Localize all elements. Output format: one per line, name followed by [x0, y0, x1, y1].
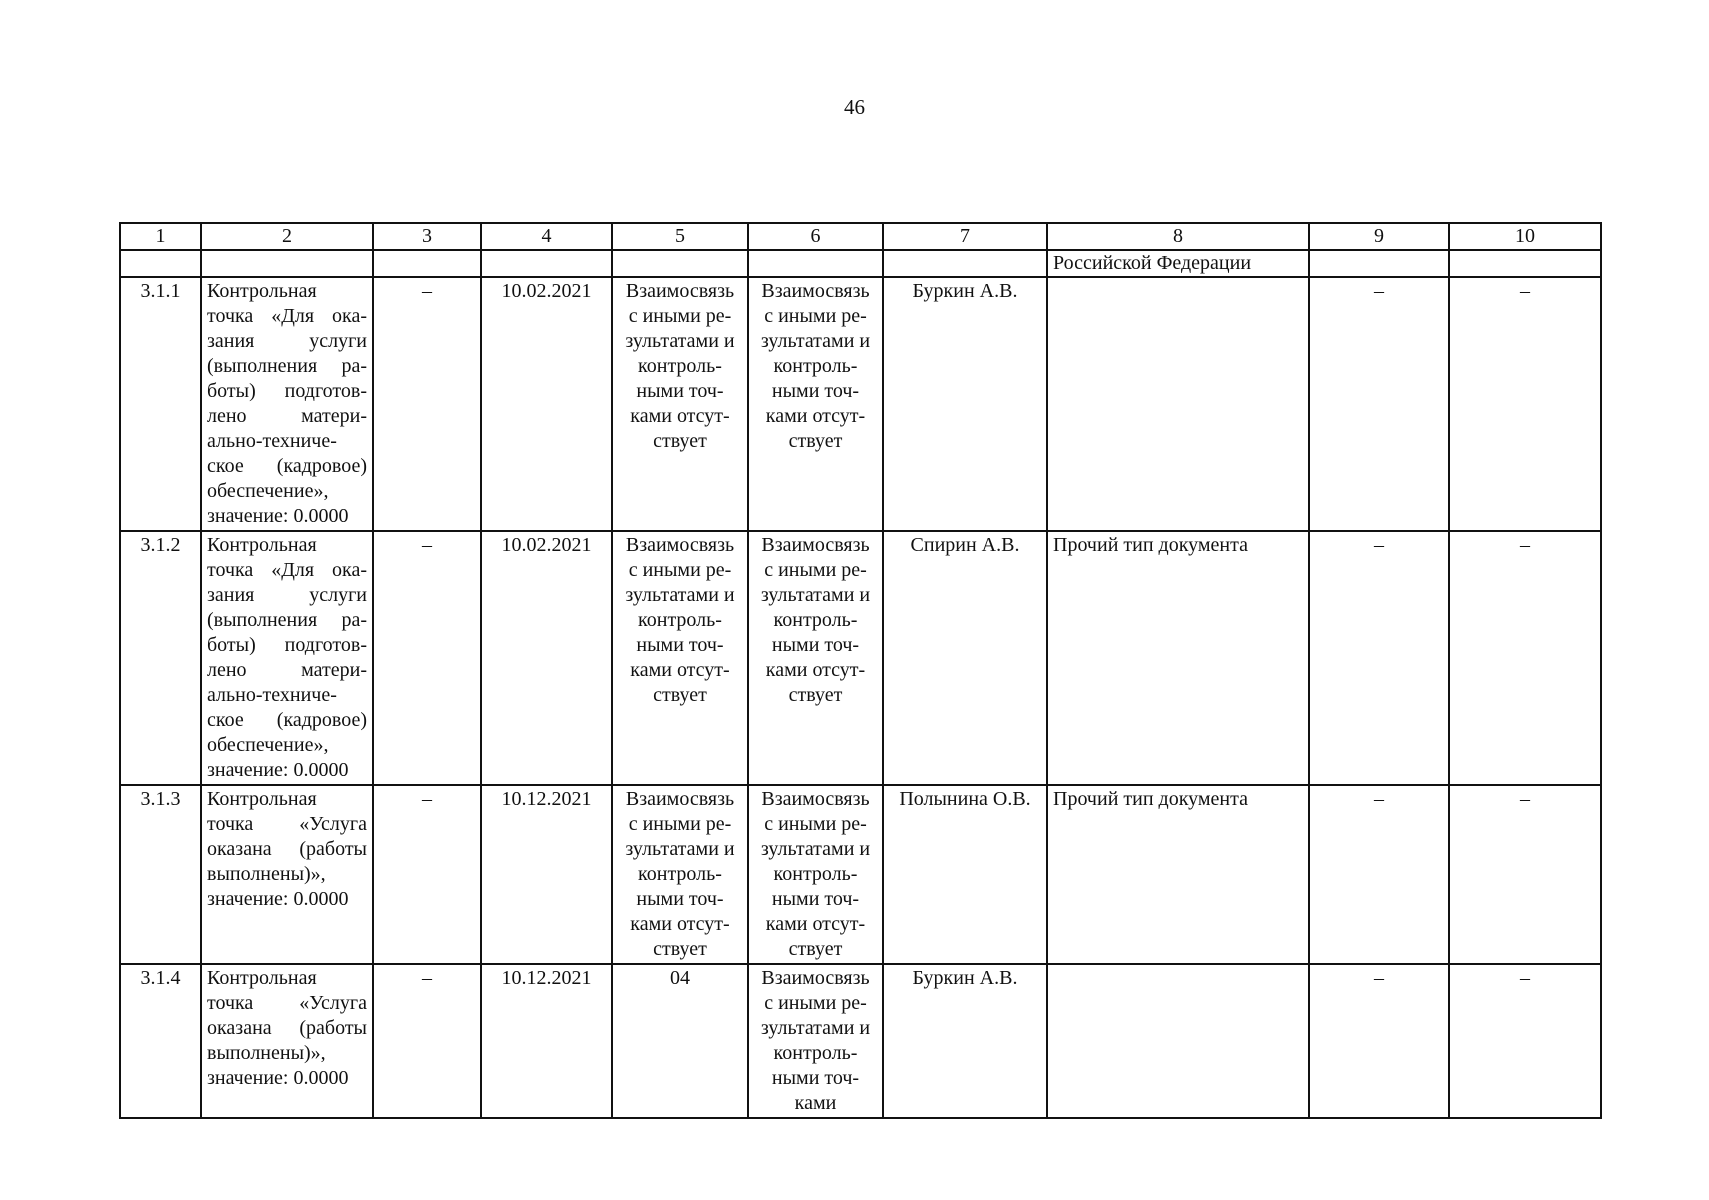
text-line: ствует	[788, 684, 843, 706]
relation-cell-2-lines	[754, 787, 877, 962]
text-line: выполнены)»,	[207, 863, 326, 885]
column-number-cell: 5	[612, 223, 748, 250]
item-number-cell: 3.1.2	[120, 531, 201, 785]
table-cell	[201, 250, 373, 277]
text-line: с иными ре-	[764, 559, 867, 581]
column9-cell: –	[1309, 277, 1449, 531]
relation-cell-lines	[618, 533, 742, 708]
text-line: ствует	[653, 938, 707, 960]
date-cell: 10.02.2021	[481, 277, 612, 531]
text-line: зультатами и	[625, 584, 735, 606]
responsible-person-cell: Полынина О.В.	[883, 785, 1047, 964]
text-line: с иными ре-	[764, 305, 867, 327]
text-line: ными точ-	[636, 634, 724, 656]
relation-cell-lines	[618, 966, 742, 991]
relation-cell	[612, 277, 748, 531]
text-line: ально-техниче-	[207, 684, 337, 706]
relation-cell-2	[748, 785, 883, 964]
relation-cell-lines	[618, 279, 742, 454]
text-line: точка «Услуга	[207, 992, 367, 1014]
text-line: оказана (работы	[207, 838, 367, 860]
table-cell	[748, 250, 883, 277]
table-cell	[1449, 250, 1601, 277]
text-line: контроль-	[638, 609, 722, 631]
table-cell	[883, 250, 1047, 277]
text-line: зания услуги	[207, 330, 367, 352]
text-line: лено матери-	[207, 405, 367, 427]
text-line: боты) подготов-	[207, 380, 367, 402]
text-line: ками отсут-	[630, 659, 730, 681]
description-cell	[201, 277, 373, 531]
text-line: контроль-	[773, 609, 858, 631]
text-line: Контрольная	[207, 280, 317, 302]
column-number-cell: 3	[373, 223, 481, 250]
text-line: ками отсут-	[630, 405, 730, 427]
text-line: ками отсут-	[630, 913, 730, 935]
text-line: с иными ре-	[628, 305, 732, 327]
column9-cell: –	[1309, 785, 1449, 964]
column-number-cell: 2	[201, 223, 373, 250]
table-row	[120, 531, 1601, 785]
text-line: лено матери-	[207, 659, 367, 681]
responsible-person-cell: Спирин А.В.	[883, 531, 1047, 785]
description-cell-lines	[207, 533, 367, 783]
text-line: Взаимосвязь	[761, 788, 870, 810]
column10-cell: –	[1449, 531, 1601, 785]
responsible-person-cell: Буркин А.В.	[883, 964, 1047, 1118]
text-line: зультатами и	[760, 1017, 871, 1039]
column3-cell: –	[373, 531, 481, 785]
text-line: ными точ-	[636, 380, 724, 402]
date-cell: 10.12.2021	[481, 785, 612, 964]
description-cell	[201, 785, 373, 964]
relation-cell-2-lines	[754, 279, 877, 454]
relation-cell	[612, 785, 748, 964]
table-cell	[373, 250, 481, 277]
text-line: ными точ-	[771, 380, 860, 402]
text-line: точка «Для ока-	[207, 305, 367, 327]
column9-cell: –	[1309, 964, 1449, 1118]
text-line: с иными ре-	[628, 559, 732, 581]
table-body	[120, 277, 1601, 1118]
text-line: значение: 0.0000	[207, 759, 349, 781]
text-line: зультатами и	[625, 838, 735, 860]
text-line: ально-техниче-	[207, 430, 337, 452]
table-cell	[1309, 250, 1449, 277]
text-line: Взаимосвязь	[625, 280, 735, 302]
text-line: ками отсут-	[765, 405, 866, 427]
text-line: с иными ре-	[764, 813, 867, 835]
control-points-table	[119, 222, 1602, 1119]
document-type-cell	[1047, 277, 1309, 531]
text-line: Контрольная	[207, 534, 317, 556]
text-line: зультатами и	[760, 584, 871, 606]
text-line: ками отсут-	[765, 659, 866, 681]
text-line: значение: 0.0000	[207, 888, 349, 910]
text-line: боты) подготов-	[207, 634, 367, 656]
column-number-cell: 9	[1309, 223, 1449, 250]
text-line: Взаимосвязь	[761, 967, 870, 989]
text-line: Взаимосвязь	[625, 534, 735, 556]
column10-cell: –	[1449, 785, 1601, 964]
description-cell-lines	[207, 279, 367, 529]
text-line: обеспечение»,	[207, 480, 329, 502]
description-cell-lines	[207, 966, 367, 1091]
table-cell	[481, 250, 612, 277]
text-line: ское (кадровое)	[207, 455, 367, 477]
relation-cell-2	[748, 277, 883, 531]
column-number-cell: 4	[481, 223, 612, 250]
item-number-cell: 3.1.3	[120, 785, 201, 964]
relation-cell	[612, 531, 748, 785]
page-number: 46	[844, 95, 865, 119]
column-number-cell: 8	[1047, 223, 1309, 250]
text-line: 04	[670, 967, 690, 989]
text-line: контроль-	[773, 1042, 858, 1064]
column3-cell: –	[373, 277, 481, 531]
column9-cell: –	[1309, 531, 1449, 785]
text-line: ными точ-	[771, 1067, 860, 1089]
text-line: (выполнения ра-	[207, 609, 367, 631]
relation-cell-2	[748, 964, 883, 1118]
text-line: Контрольная	[207, 967, 317, 989]
table-cell	[612, 250, 748, 277]
continuation-text: Российской Федерации	[1047, 250, 1309, 277]
column3-cell: –	[373, 964, 481, 1118]
item-number-cell: 3.1.4	[120, 964, 201, 1118]
description-cell	[201, 531, 373, 785]
table-row	[120, 964, 1601, 1118]
table-row	[120, 277, 1601, 531]
description-cell-lines	[207, 787, 367, 912]
date-cell: 10.02.2021	[481, 531, 612, 785]
text-line: ками отсут-	[765, 913, 866, 935]
column10-cell: –	[1449, 964, 1601, 1118]
text-line: с иными ре-	[628, 813, 732, 835]
text-line: обеспечение»,	[207, 734, 329, 756]
text-line: контроль-	[638, 863, 722, 885]
item-number-cell: 3.1.1	[120, 277, 201, 531]
text-line: Взаимосвязь	[625, 788, 735, 810]
text-line: контроль-	[773, 863, 858, 885]
column-number-cell: 1	[120, 223, 201, 250]
description-cell	[201, 964, 373, 1118]
text-line: Взаимосвязь	[761, 534, 870, 556]
text-line: Контрольная	[207, 788, 317, 810]
relation-cell-2-lines	[754, 533, 877, 708]
relation-cell-2	[748, 531, 883, 785]
column-number-cell: 7	[883, 223, 1047, 250]
column-number-row	[120, 223, 1601, 250]
responsible-person-cell: Буркин А.В.	[883, 277, 1047, 531]
document-type-cell	[1047, 964, 1309, 1118]
text-line: Взаимосвязь	[761, 280, 870, 302]
document-type-cell: Прочий тип документа	[1047, 785, 1309, 964]
text-line: контроль-	[638, 355, 722, 377]
text-line: ское (кадровое)	[207, 709, 367, 731]
text-line: зания услуги	[207, 584, 367, 606]
text-line: оказана (работы	[207, 1017, 367, 1039]
continuation-row	[120, 250, 1601, 277]
column3-cell: –	[373, 785, 481, 964]
text-line: ками	[794, 1092, 837, 1114]
text-line: ными точ-	[771, 634, 860, 656]
column-number-cell: 10	[1449, 223, 1601, 250]
text-line: зультатами и	[760, 838, 871, 860]
text-line: ствует	[788, 938, 843, 960]
text-line: с иными ре-	[764, 992, 867, 1014]
column10-cell: –	[1449, 277, 1601, 531]
text-line: ствует	[653, 684, 707, 706]
text-line: ными точ-	[636, 888, 724, 910]
text-line: зультатами и	[760, 330, 871, 352]
relation-cell	[612, 964, 748, 1118]
text-line: выполнены)»,	[207, 1042, 326, 1064]
text-line: (выполнения ра-	[207, 355, 367, 377]
date-cell: 10.12.2021	[481, 964, 612, 1118]
text-line: ствует	[653, 430, 707, 452]
text-line: точка «Услуга	[207, 813, 367, 835]
table-cell	[120, 250, 201, 277]
column-number-cell: 6	[748, 223, 883, 250]
relation-cell-lines	[618, 787, 742, 962]
text-line: контроль-	[773, 355, 858, 377]
text-line: ствует	[788, 430, 843, 452]
text-line: ными точ-	[771, 888, 860, 910]
text-line: точка «Для ока-	[207, 559, 367, 581]
text-line: значение: 0.0000	[207, 1067, 349, 1089]
document-type-cell: Прочий тип документа	[1047, 531, 1309, 785]
text-line: значение: 0.0000	[207, 505, 349, 527]
table-row	[120, 785, 1601, 964]
relation-cell-2-lines	[754, 966, 877, 1116]
text-line: зультатами и	[625, 330, 735, 352]
